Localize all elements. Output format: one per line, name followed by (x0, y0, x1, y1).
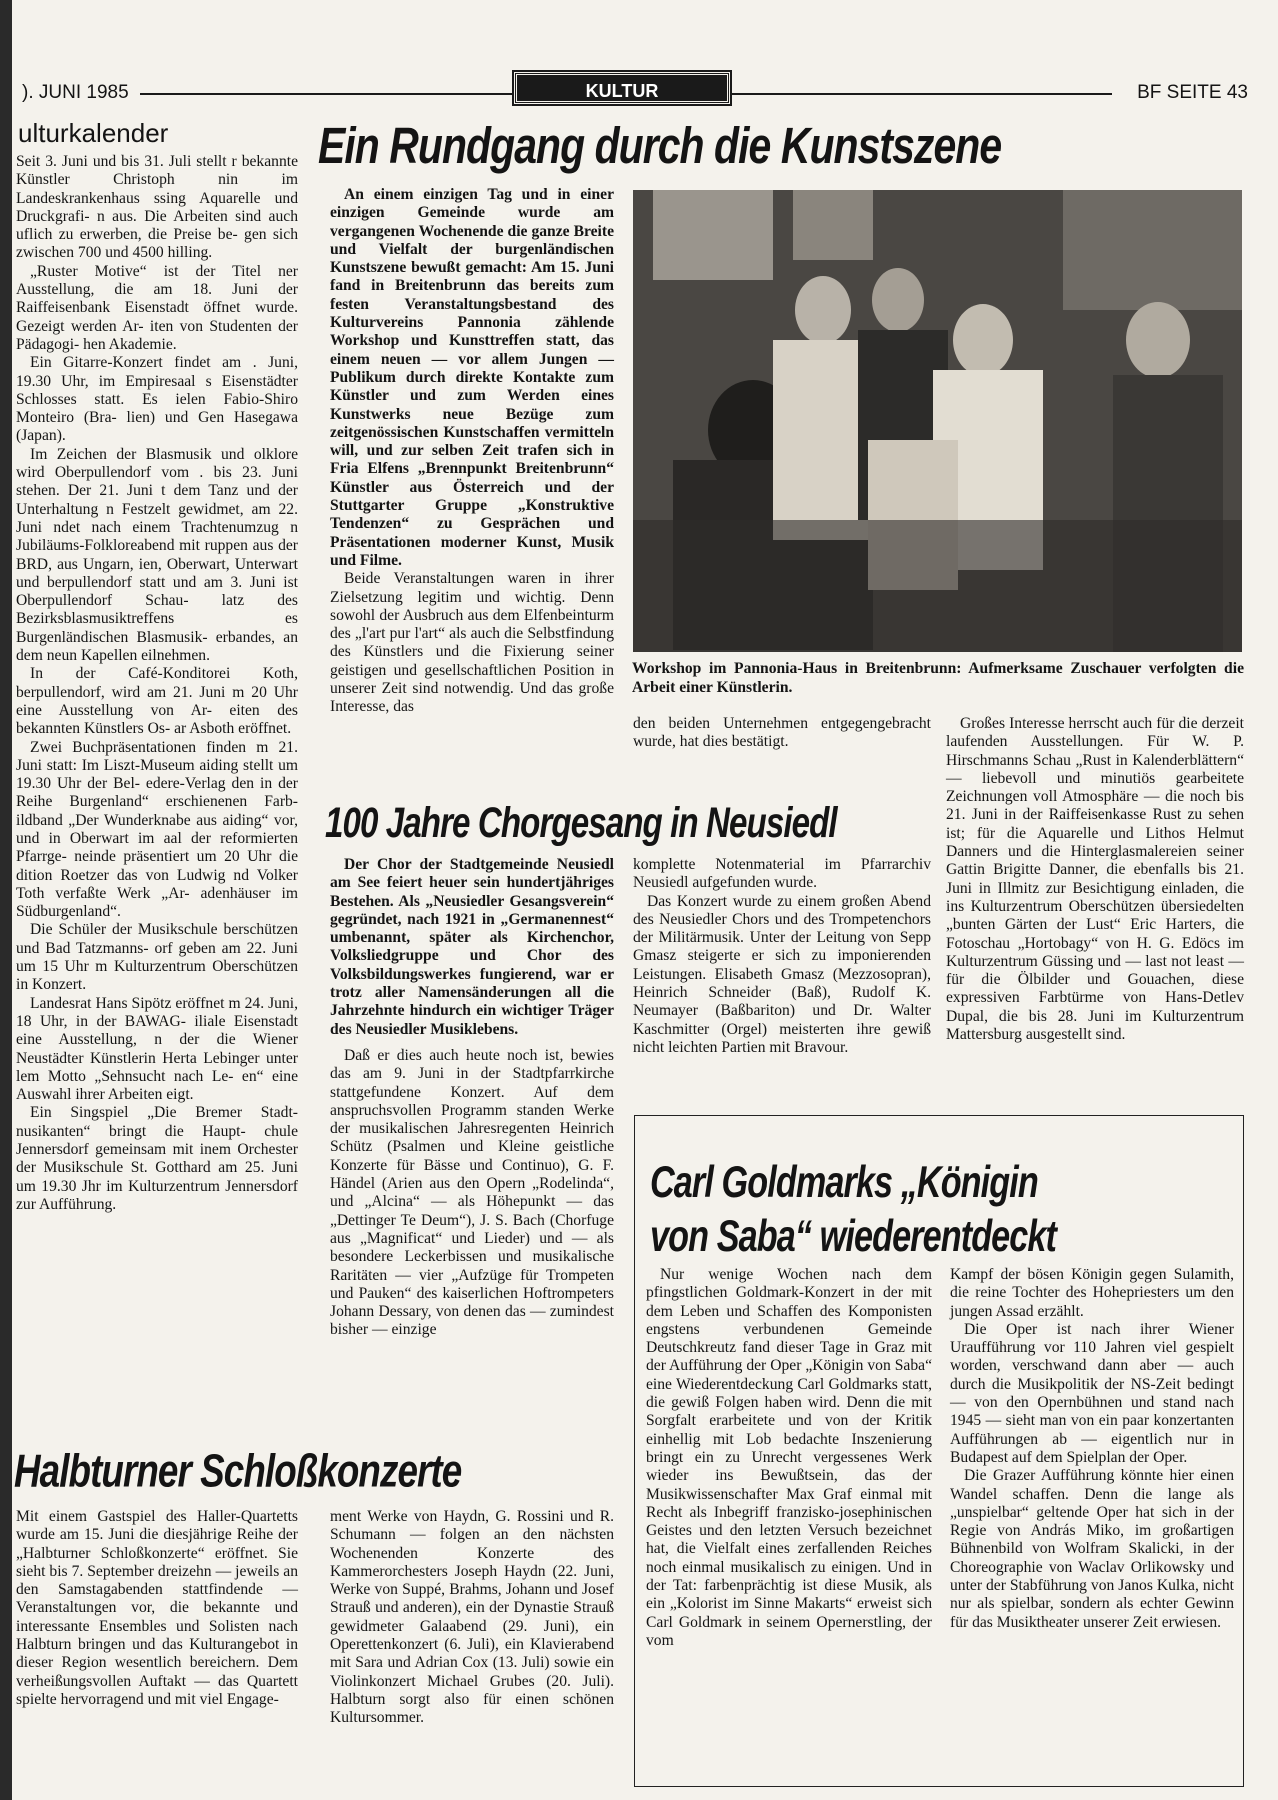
goldmark-text-2a: Kampf der bösen Königin gegen Sulamith, die reine Tochter des Hohepriesters um den jungen Assad erzählt. (950, 1266, 1234, 1320)
chor-body-continued: komplette Notenmaterial im Pfarrarchiv Neusiedl aufgefunden wurde. (633, 856, 931, 892)
rundgang-body: Beide Veranstaltungen waren in ihrer Zielsetzung legitim und wichtig. Denn sowohl der Ausbruch aus dem Elfenbeinturm des „l'art pur l'art“ als auch die Selbstfindung des Künstlers und die Fixierung seiner geistigen und gesellschaftlichen Position in unserer Zeit sind notwendig. Und das große Interesse, das (330, 570, 614, 716)
kalender-paragraph: Ein Gitarre-Konzert findet am . Juni, 19.30 Uhr, im Empiresaal s Eisenstädter Schlosses statt. Es ielen Fabio-Shiro Monteiro (Bra- lien) und Gen Hasegawa (Japan). (16, 354, 298, 445)
issue-date: ). JUNI 1985 (22, 82, 129, 103)
photo-caption: Workshop im Pannonia-Haus in Breitenbrunn: Aufmerksame Zuschauer verfolgten die Arbeit einer Künstlerin. (632, 660, 1244, 696)
chor-column-1 (330, 856, 614, 1340)
goldmark-text-2b: Die Oper ist nach ihrer Wiener Uraufführung vor 110 Jahren viel gespielt worden, verschwand dann aber — auch durch die Musikpolitik der NS-Zeit bedingt — von den Opernbühnen und stand nach 1945 — sieht man von ein paar konzertanten Aufführungen ab — eigentlich nur in Budapest auf dem Spielplan der Oper. (950, 1320, 1234, 1466)
chor-column-2 (633, 856, 931, 1057)
kalender-column (16, 153, 298, 1214)
header-rule-right (732, 93, 1112, 95)
rundgang-headline: Ein Rundgang durch die Kunstszene (318, 118, 1002, 175)
schloss-text-2: ment Werke von Haydn, G. Rossini und R. Schumann — folgen an den nächsten Wochenenden Konzerte des Kammerorchesters Joseph Haydn (22. Juni, Werke von Suppé, Brahms, Johann und Josef Strauß und anderen), ein der Dynastie Strauß gewidmeter Galaabend (29. Juni), ein Operettenkonzert (6. Juli), ein Klavierabend mit Sara und Adrian Cox (13. Juli) sowie ein Violinkonzert Michael Grubes (20. Juli). Halbturn sorgt also für einen schönen Kultursommer. (330, 1508, 614, 1727)
kalender-paragraph: In der Café-Konditorei Koth, berpullendorf, wird am 21. Juni m 20 Uhr eine Ausstellung von Ar- eiten des bekannten Künstlers Os- ar Asboth eröffnet. (16, 665, 298, 738)
goldmark-column-1 (646, 1266, 932, 1650)
kalender-paragraph: „Ruster Motive“ ist der Titel ner Ausstellung, die am 18. Juni der Raiffeisenbank Eisenstadt öffnet wurde. Gezeigt werden Ar- iten von Studenten der Pädagogi- hen Akademie. (16, 262, 298, 353)
goldmark-text-1: Nur wenige Wochen nach dem pfingstlichen Goldmark-Konzert in der mit dem Leben und Schaffen des Komponisten engstens verbundenen Gemeinde Deutschkreutz fand dieser Tage in Graz mit der Aufführung der Oper „Königin von Saba“ eine Wiederentdeckung Carl Goldmarks statt, die gewiß Folgen haben wird. Denn die mit Sorgfalt erarbeitete und von der Kritik einhellig mit Lob bedachte Inszenierung bringt ein zu Unrecht vergessenes Werk wieder ins Bewußtsein, das der Musikwissenschafter Max Graf einmal mit Recht als Inbegriff franzisko-josephinischen Geistes und den letzten Versuch bezeichnet hat, die Vielfalt eines zerfallenden Reiches noch einmal musikalisch zu einigen. Und in der Tat: farbenprächtig ist diese Musik, als ein „Kolorist im Sinne Makarts“ erweist sich Carl Goldmark in seinem Opernerstling, der vom (646, 1266, 932, 1649)
workshop-photo (633, 190, 1242, 652)
rundgang-lead: An einem einzigen Tag und in einer einzigen Gemeinde wurde am vergangenen Wochenende die ganze Breite und Vielfalt der burgenländischen Kunstszene bewußt gemacht: Am 15. Juni fand in Breitenbrunn das bereits zum festen Veranstaltungsbestand des Kulturvereins Pannonia zählende Workshop und Kunsttreffen statt, das einem neuen — vor allem Jungen — Publikum durch direkte Kontakte zum Künstler und zum Werden eines Kunstwerks neue Bezüge zum zeitgenössischen Kunstschaffen vermitteln will, und zur selben Zeit trafen sich in Fria Elfens „Brennpunkt Breitenbrunn“ Künstler aus Österreich und der Stuttgarter Gruppe „Konstruktive Tendenzen“ zu Gesprächen und Präsentationen moderner Kunst, Musik und Filme. (330, 186, 614, 569)
chor-body-concert: Das Konzert wurde zu einem großen Abend des Neusiedler Chors und des Trompetenchors der Militärmusik. Unter der Leitung von Sepp Gmasz steigerte er sich zu imponierenden Leistungen. Elisabeth Gmasz (Mezzosopran), Heinrich Schneider (Baß), Rudolf K. Neumayer (Baßbariton) und Dr. Walter Kaschmitter (Orgel) meisterten ihre gewiß nicht leichten Partien mit Bravour. (633, 892, 931, 1056)
scan-edge (0, 0, 12, 1800)
chor-headline: 100 Jahre Chorgesang in Neusiedl (325, 798, 837, 847)
chor-lead: Der Chor der Stadtgemeinde Neusiedl am See feiert heuer sein hundertjähriges Bestehen. Als „Neusiedler Gesangsverein“ gegründet, nach 1921 in „Germanennest“ umbenannt, später als Kirchenchor, Volksliedgruppe und Chor des Volksbildungswerkes fungierend, war er trotz aller Namensänderungen all die Jahrzehnte hindurch ein wichtiger Träger des Neusiedler Musiklebens. (330, 856, 614, 1038)
chor-body: Daß er dies auch heute noch ist, bewies das am 9. Juni in der Stadtpfarrkirche stattgefundene Konzert. Auf dem anspruchsvollen Programm standen Werke der musikalischen Jahresregenten Heinrich Schütz (Psalmen und Kleine geistliche Konzerte für Bässe und Continuo), G. F. Händel (Arien aus den Opern „Rodelinda“, und „Alcina“ — als Höhepunkt — das „Dettinger Te Deum“), J. S. Bach (Chorfuge aus „Magnificat“ und Lieder) und — als besondere Leckerbissen und musikalische Raritäten — vier „Aufzüge für Trompeten und Pauken“ des kaiserlichen Hoftrompeters Johann Dessary, von denen das — zumindest bisher — einzige (330, 1046, 614, 1339)
rundgang-body-end: den beiden Unternehmen entgegengebracht wurde, hat dies bestätigt. (633, 715, 931, 751)
kalender-paragraph: Im Zeichen der Blasmusik und olklore wird Oberpullendorf vom . bis 23. Juni stehen. Der 21. Juni t dem Tanz und der Unterhaltung n Festzelt gewidmet, am 22. Juni ndet nach einem Trachtenumzug n Jubiläums-Folkloreabend mit ruppen aus der BRD, aus Ungarn, ien, Oberwart, Unterwart und berpullendorf statt und am 3. Juni ist Oberpullendorf Schau- latz des Bezirksblasmusiktreffens es Burgenländischen Blasmusik- erbandes, an dem neun Kapellen eilnehmen. (16, 445, 298, 665)
goldmark-headline-line1: Carl Goldmarks „Königin (650, 1158, 1038, 1208)
interesse-text: Großes Interesse herrscht auch für die derzeit laufenden Ausstellungen. Für W. P. Hirschmanns Schau „Rust in Kalenderblättern“ — liebevoll und minutiös gearbeitete Zeichnungen voll Atmosphäre — die noch bis 21. Juni in der Raiffeisenkasse Rust zu sehen ist; für die Aquarelle und Lithos Helmut Danners und die Hinterglasmalereien seiner Gattin Brigitte Danner, die ebenfalls bis 21. Juni in Illmitz zur Besichtigung einladen, die ins Kulturzentrum Oberschützen übersiedelten „bunten Gärten der Lust“ Eric Harters, die Fotoschau „Hortobagy“ von H. G. Edöcs im Kulturzentrum Güssing und — last not least — für die Ölbilder und Gouachen, diese expressiven Farbtürme von Hans-Detlev Dupal, die bis 28. Juni im Kulturzentrum Mattersburg ausgestellt sind. (946, 715, 1244, 1044)
workshop-photo-image (633, 190, 1242, 652)
schloss-headline: Halbturner Schloßkonzerte (14, 1446, 462, 1497)
kalender-paragraph: Seit 3. Juni und bis 31. Juli stellt r bekannte Künstler Christoph nin im Landeskrankenhaus ssing Aquarelle und Druckgrafi- n aus. Die Arbeiten sind auch uflich zu erwerben, die Preise be- gen sich zwischen 700 und 4500 hilling. (16, 153, 298, 262)
goldmark-headline-line2: von Saba“ wiederentdeckt (650, 1212, 1057, 1262)
interesse-column (946, 715, 1244, 1044)
page-number: BF SEITE 43 (1137, 82, 1248, 103)
schloss-column-2 (330, 1508, 614, 1728)
kalender-paragraph: Landesrat Hans Sipötz eröffnet m 24. Juni, 18 Uhr, in der BAWAG- iliale Eisenstadt eine Ausstellung, n der die Wiener Neustädter Künstlerin Herta Lebinger unter lem Motto „Sehnsucht nach Le- en“ eine Auswahl ihrer Arbeiten eigt. (16, 994, 298, 1104)
kalender-paragraph: Ein Singspiel „Die Bremer Stadt- nusikanten“ bringt die Haupt- chule Jennersdorf gemeinsam mit inem Orchester der Musikschule St. Gotthard am 25. Juni um 19.30 Jhr im Kulturzentrum Jennersdorf zur Aufführung. (16, 1104, 298, 1213)
rundgang-column (330, 186, 614, 717)
kalender-title: ulturkalender (18, 118, 169, 148)
goldmark-column-2 (950, 1266, 1234, 1632)
schloss-text-1: Mit einem Gastspiel des Haller-Quartetts wurde am 15. Juni die diesjährige Reihe der „Halbturner Schloßkonzerte“ eröffnet. Sie sieht bis 7. September dreizehn — jeweils an den Samstagabenden stattfindende — Veranstaltungen vor, die bekannte und interessante Ensembles und Solisten nach Halbturn bringen und das Kulturangebot in dieser Region wesentlich bereichern. Dem verheißungsvollen Auftakt — das Quartett spielte hervorragend und mit viel Engage- (16, 1508, 298, 1708)
schloss-column-1 (16, 1508, 298, 1709)
header-rule-left (140, 93, 512, 95)
rundgang-continuation (633, 715, 931, 752)
kalender-paragraph: Zwei Buchpräsentationen finden m 21. Juni statt: Im Liszt-Museum aiding stellt um 19.30 Uhr der Bel- edere-Verlag den in der Reihe Burgenland“ erschienenen Farb- ildband „Der Wunderknabe aus aiding“ vor, und in Oberwart im aal der reformierten Pfarrge- neinde präsentiert um 20 Uhr die dition Roetzer das von Ludwig nd Volker Toth verfaßte Werk „Ar- adenhäuser im Südburgenland“. (16, 738, 298, 921)
section-label: KULTUR (514, 72, 730, 104)
goldmark-text-2c: Die Grazer Aufführung könnte hier einen Wandel schaffen. Denn die lange als „unspielbar“ geltende Oper hat sich in der Regie von András Miko, im großartigen Bühnenbild von Wolfram Skalicki, in der Choreographie von Waclav Orlikowsky und unter der Stabführung von Janos Kulka, nicht nur als spielbar, sondern als echter Gewinn für das Musiktheater unserer Zeit erwiesen. (950, 1467, 1234, 1631)
kalender-paragraph: Die Schüler der Musikschule berschützen und Bad Tatzmanns- orf geben am 22. Juni um 15 Uhr m Kulturzentrum Oberschützen in Konzert. (16, 921, 298, 994)
